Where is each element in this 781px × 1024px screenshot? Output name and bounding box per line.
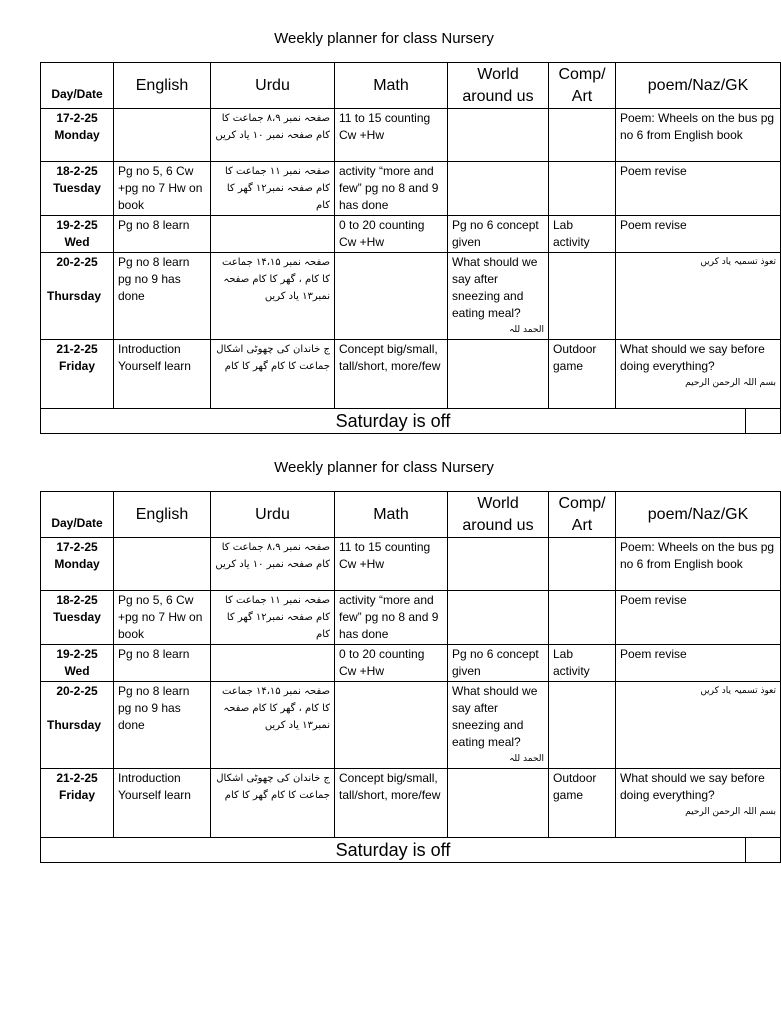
world-note: الحمد للہ — [509, 754, 544, 764]
urdu-line: صفحہ نمبر ۸،۹ جماعت کا — [221, 113, 330, 124]
urdu-cell — [211, 769, 335, 838]
table-row — [41, 109, 781, 162]
urdu-line: جماعت کا کام گھر کا کام — [224, 361, 330, 372]
urdu-cell — [211, 216, 335, 253]
date-text: 21-2-25 — [56, 771, 98, 785]
day-text: Wed — [64, 235, 90, 249]
day-text: Monday — [54, 128, 100, 142]
urdu-cell — [211, 340, 335, 409]
urdu-cell — [211, 109, 335, 162]
weekly-planner-1 — [0, 28, 777, 431]
poem-text: What should we say before doing everything? — [620, 342, 765, 373]
planner-table — [40, 491, 781, 863]
english-cell: Introduction Yourself learn — [114, 340, 211, 409]
world-cell — [448, 340, 549, 409]
urdu-line: ج خاندان کی چھوٹی اشکال — [216, 773, 330, 784]
header-world-around-us — [448, 63, 549, 109]
header-math: Math — [335, 63, 448, 109]
urdu-line: کام صفحہ نمبر۱۲ گھر کا کام — [226, 183, 330, 211]
english-cell: Pg no 5, 6 Cw +pg no 7 Hw on book — [114, 162, 211, 216]
planner-title: Weekly planner for class Nursery — [274, 459, 494, 476]
urdu-cell — [211, 253, 335, 340]
comp-cell — [549, 253, 616, 340]
header-comp-line1: Comp/ — [558, 65, 606, 83]
poem-cell — [616, 769, 781, 838]
table-row — [41, 769, 781, 838]
poem-cell: تعوذ تسمیہ یاد کریں — [616, 253, 781, 340]
header-comp-line2: Art — [571, 516, 593, 534]
table-row — [41, 253, 781, 340]
header-world-around-us — [448, 492, 549, 538]
english-cell — [114, 109, 211, 162]
footer-row — [41, 838, 781, 863]
urdu-line: صفحہ نمبر ۱۴،۱۵ جماعت — [221, 257, 330, 268]
table-row — [41, 216, 781, 253]
math-cell: 11 to 15 counting Cw +Hw — [335, 538, 448, 591]
world-cell: Pg no 6 concept given — [448, 645, 549, 682]
day-date-cell — [41, 645, 114, 682]
urdu-line: کا کام ، گھر کا کام صفحہ — [223, 274, 330, 285]
english-cell: Pg no 8 learn pg no 9 has done — [114, 253, 211, 340]
table-row — [41, 591, 781, 645]
math-cell — [335, 253, 448, 340]
header-world-line1: World — [477, 65, 519, 83]
footer-extra-cell — [746, 838, 781, 863]
date-text: 17-2-25 — [56, 540, 98, 554]
math-cell: activity “more and few” pg no 8 and 9 has done — [335, 591, 448, 645]
world-cell — [448, 538, 549, 591]
table-row — [41, 162, 781, 216]
english-cell: Pg no 8 learn — [114, 645, 211, 682]
urdu-line: صفحہ نمبر ۱۱ جماعت کا — [224, 595, 330, 606]
world-cell — [448, 109, 549, 162]
header-row — [41, 492, 781, 538]
english-cell: Introduction Yourself learn — [114, 769, 211, 838]
comp-cell — [549, 109, 616, 162]
math-cell: 11 to 15 counting Cw +Hw — [335, 109, 448, 162]
planner-table — [40, 62, 781, 434]
urdu-line: صفحہ نمبر ۱۱ جماعت کا — [224, 166, 330, 177]
world-note: الحمد للہ — [509, 325, 544, 335]
poem-text: What should we say before doing everything? — [620, 771, 765, 802]
table-row — [41, 645, 781, 682]
table-row — [41, 682, 781, 769]
math-cell: 0 to 20 counting Cw +Hw — [335, 216, 448, 253]
day-text: Thursday — [46, 289, 101, 303]
comp-cell — [549, 682, 616, 769]
urdu-line: صفحہ نمبر ۸،۹ جماعت کا — [221, 542, 330, 553]
date-text: 18-2-25 — [56, 164, 98, 178]
comp-cell: Lab activity — [549, 216, 616, 253]
header-math: Math — [335, 492, 448, 538]
date-text: 20-2-25 — [56, 684, 98, 698]
poem-cell: Poem: Wheels on the bus pg no 6 from English book — [616, 538, 781, 591]
comp-cell: Lab activity — [549, 645, 616, 682]
urdu-line: صفحہ نمبر ۱۴،۱۵ جماعت — [221, 686, 330, 697]
urdu-cell — [211, 591, 335, 645]
poem-note: بسم اللہ الرحمن الرحیم — [685, 378, 777, 388]
day-date-cell — [41, 109, 114, 162]
header-day-date: Day/Date — [41, 492, 114, 538]
english-cell: Pg no 8 learn pg no 9 has done — [114, 682, 211, 769]
header-comp-line2: Art — [571, 87, 593, 105]
world-cell — [448, 769, 549, 838]
header-comp-art — [549, 492, 616, 538]
planner-title: Weekly planner for class Nursery — [274, 30, 494, 47]
urdu-line: نمبر۱۳ یاد کریں — [264, 291, 330, 302]
world-cell — [448, 162, 549, 216]
world-cell — [448, 591, 549, 645]
saturday-off-note: Saturday is off — [41, 838, 746, 863]
world-text: What should we say after sneezing and eating meal? — [452, 255, 538, 320]
header-comp-art — [549, 63, 616, 109]
math-cell: Concept big/small, tall/short, more/few — [335, 769, 448, 838]
day-text: Tuesday — [53, 181, 101, 195]
comp-cell — [549, 591, 616, 645]
date-text: 21-2-25 — [56, 342, 98, 356]
comp-cell — [549, 162, 616, 216]
day-text: Monday — [54, 557, 100, 571]
urdu-cell — [211, 538, 335, 591]
header-poem-naz-gk: poem/Naz/GK — [616, 63, 781, 109]
day-date-cell — [41, 253, 114, 340]
date-text: 18-2-25 — [56, 593, 98, 607]
day-date-cell — [41, 591, 114, 645]
english-cell: Pg no 8 learn — [114, 216, 211, 253]
poem-cell: تعوذ تسمیہ یاد کریں — [616, 682, 781, 769]
world-cell — [448, 682, 549, 769]
urdu-line: کام صفحہ نمبر ۱۰ یاد کریں — [215, 559, 330, 570]
math-cell: 0 to 20 counting Cw +Hw — [335, 645, 448, 682]
urdu-line: ج خاندان کی چھوٹی اشکال — [216, 344, 330, 355]
poem-cell: Poem: Wheels on the bus pg no 6 from English book — [616, 109, 781, 162]
table-row — [41, 538, 781, 591]
urdu-line: کام صفحہ نمبر۱۲ گھر کا کام — [226, 612, 330, 640]
day-text: Friday — [58, 788, 95, 802]
date-text: 19-2-25 — [56, 218, 98, 232]
math-cell: Concept big/small, tall/short, more/few — [335, 340, 448, 409]
day-date-cell — [41, 682, 114, 769]
day-date-cell — [41, 162, 114, 216]
date-text: 20-2-25 — [56, 255, 98, 269]
weekly-planner-2 — [0, 457, 777, 860]
math-cell: activity “more and few” pg no 8 and 9 has done — [335, 162, 448, 216]
header-world-line2: around us — [462, 516, 534, 534]
english-cell — [114, 538, 211, 591]
urdu-line: کا کام ، گھر کا کام صفحہ — [223, 703, 330, 714]
date-text: 17-2-25 — [56, 111, 98, 125]
header-day-date: Day/Date — [41, 63, 114, 109]
day-date-cell — [41, 216, 114, 253]
poem-cell: Poem revise — [616, 645, 781, 682]
world-text: What should we say after sneezing and eating meal? — [452, 684, 538, 749]
header-poem-naz-gk: poem/Naz/GK — [616, 492, 781, 538]
poem-cell — [616, 340, 781, 409]
poem-note: بسم اللہ الرحمن الرحیم — [685, 807, 777, 817]
english-cell: Pg no 5, 6 Cw +pg no 7 Hw on book — [114, 591, 211, 645]
header-world-line1: World — [477, 494, 519, 512]
urdu-line: نمبر۱۳ یاد کریں — [264, 720, 330, 731]
header-english: English — [114, 63, 211, 109]
saturday-off-note: Saturday is off — [41, 409, 746, 434]
urdu-cell — [211, 162, 335, 216]
day-date-cell — [41, 538, 114, 591]
header-row — [41, 63, 781, 109]
comp-cell — [549, 538, 616, 591]
poem-cell: Poem revise — [616, 591, 781, 645]
day-text: Wed — [64, 664, 90, 678]
world-cell: Pg no 6 concept given — [448, 216, 549, 253]
day-text: Tuesday — [53, 610, 101, 624]
table-row — [41, 340, 781, 409]
comp-cell: Outdoor game — [549, 340, 616, 409]
header-english: English — [114, 492, 211, 538]
day-text: Thursday — [46, 718, 101, 732]
urdu-line: جماعت کا کام گھر کا کام — [224, 790, 330, 801]
math-cell — [335, 682, 448, 769]
urdu-cell — [211, 645, 335, 682]
world-cell — [448, 253, 549, 340]
header-comp-line1: Comp/ — [558, 494, 606, 512]
urdu-cell — [211, 682, 335, 769]
poem-cell: Poem revise — [616, 162, 781, 216]
header-urdu: Urdu — [211, 63, 335, 109]
footer-row — [41, 409, 781, 434]
header-urdu: Urdu — [211, 492, 335, 538]
day-date-cell — [41, 769, 114, 838]
day-date-cell — [41, 340, 114, 409]
poem-cell: Poem revise — [616, 216, 781, 253]
footer-extra-cell — [746, 409, 781, 434]
day-text: Friday — [58, 359, 95, 373]
header-world-line2: around us — [462, 87, 534, 105]
date-text: 19-2-25 — [56, 647, 98, 661]
comp-cell: Outdoor game — [549, 769, 616, 838]
urdu-line: کام صفحہ نمبر ۱۰ یاد کریں — [215, 130, 330, 141]
